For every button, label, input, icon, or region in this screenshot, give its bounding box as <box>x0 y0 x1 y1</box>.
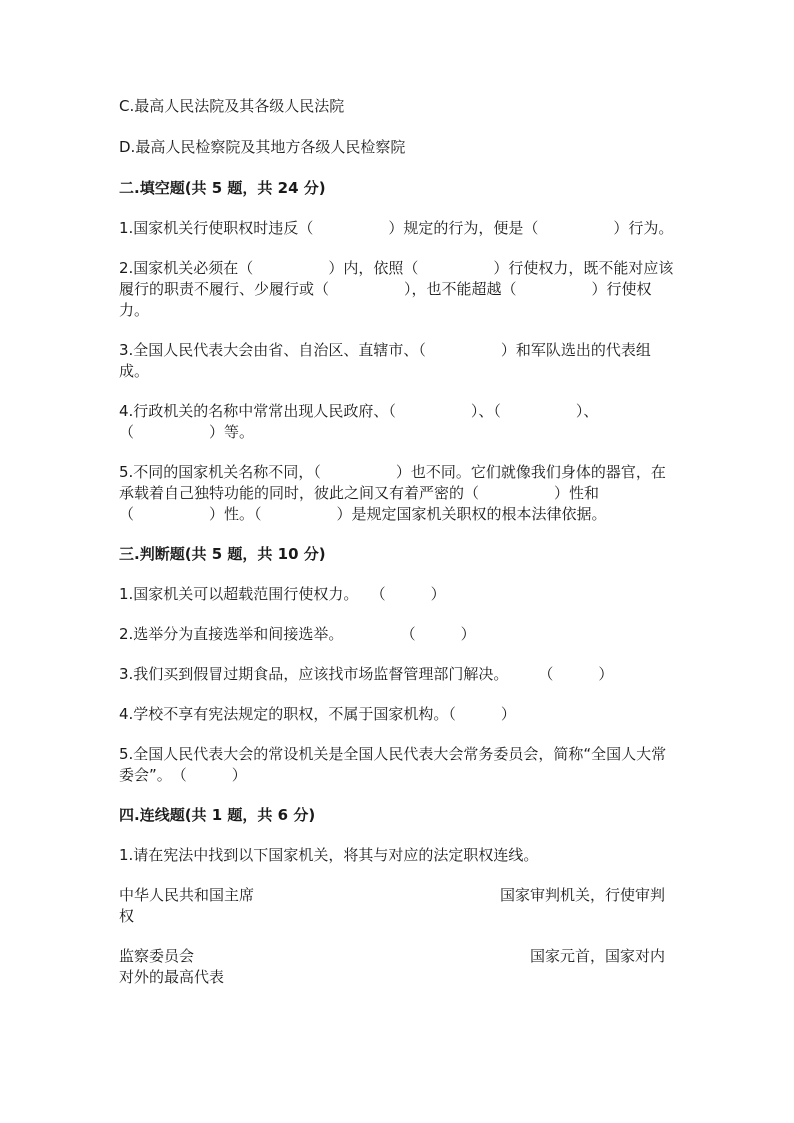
matching-right-item: 国家元首，国家对内 <box>529 947 665 965</box>
matching-right-continuation: 对外的最高代表 <box>119 968 225 986</box>
option-c: C.最高人民法院及其各级人民法院 <box>119 97 345 115</box>
true-false-question-5: 5.全国人民代表大会的常设机关是全国人民代表大会常务委员会，简称“全国人大常委会”。 （ ） <box>119 745 667 784</box>
matching-left-item: 中华人民共和国主席 <box>119 886 255 904</box>
section-title-matching: 四.连线题(共 1 题，共 6 分) <box>119 806 316 824</box>
matching-row-1 <box>119 885 675 927</box>
fill-blank-question-3: 3.全国人民代表大会由省、自治区、直辖市、（ ）和军队选出的代表组成。 <box>119 341 651 380</box>
section-title-fill-blank: 二.填空题(共 5 题，共 24 分) <box>119 179 326 197</box>
document-page <box>119 96 675 1007</box>
matching-instruction: 1.请在宪法中找到以下国家机关，将其与对应的法定职权连线。 <box>119 846 539 864</box>
fill-blank-question-4: 4.行政机关的名称中常常出现人民政府、（ ）、（ ）、（ ）等。 <box>119 402 599 441</box>
matching-row-2 <box>119 946 675 988</box>
option-d: D.最高人民检察院及其地方各级人民检察院 <box>119 138 406 156</box>
true-false-question-4: 4.学校不享有宪法规定的职权，不属于国家机构。（ ） <box>119 705 516 723</box>
true-false-question-3: 3.我们买到假冒过期食品，应该找市场监督管理部门解决。 （ ） <box>119 665 614 683</box>
section-title-true-false: 三.判断题(共 5 题，共 10 分) <box>119 545 326 563</box>
fill-blank-question-5: 5.不同的国家机关名称不同，（ ）也不同。它们就像我们身体的器官，在承载着自己独特功能的同时，彼此之间又有着严密的（ ）性和（ ）性。（ ）是规定国家机关职权的根本法律依据。 <box>119 463 666 523</box>
fill-blank-question-1: 1.国家机关行使职权时违反（ ）规定的行为，便是（ ）行为。 <box>119 219 674 237</box>
fill-blank-question-2: 2.国家机关必须在（ ）内，依照（ ）行使权力，既不能对应该履行的职责不履行、少履行或（ ），也不能超越（ ）行使权力。 <box>119 259 674 319</box>
true-false-question-1: 1.国家机关可以超载范围行使权力。 （ ） <box>119 585 446 603</box>
matching-right-item: 国家审判机关，行使审判 <box>499 886 665 904</box>
true-false-question-2: 2.选举分为直接选举和间接选举。 （ ） <box>119 625 476 643</box>
matching-left-item: 监察委员会 <box>119 947 195 965</box>
matching-right-continuation: 权 <box>119 907 135 925</box>
